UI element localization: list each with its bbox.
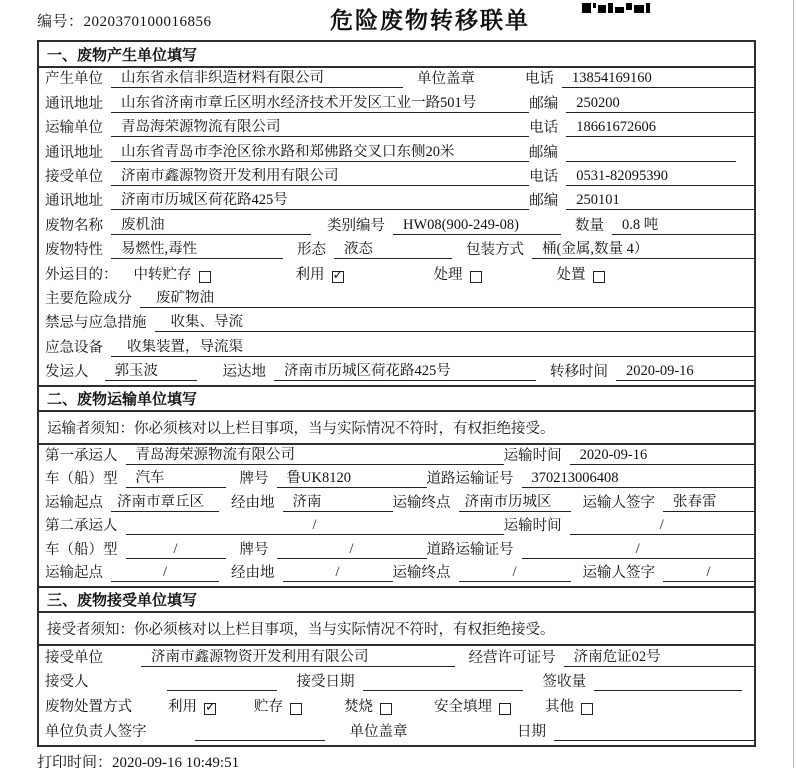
first-carrier-label: 第一承运人 [45, 447, 118, 464]
responsible-sign-value [195, 724, 325, 741]
transporter-notice: 运输者须知：你必须核对以上栏目事项，当与实际情况不符时，有权拒绝接受。 [39, 412, 754, 445]
equipment-label: 应急设备 [45, 339, 103, 356]
producer-address-label: 通讯地址 [45, 95, 103, 112]
print-time-value: 2020-09-16 10:49:51 [112, 755, 240, 768]
category-value: HW08(900-249-08) [393, 217, 561, 235]
section3-header: 三、废物接受单位填写 [39, 586, 754, 613]
row-receive-person [39, 671, 754, 696]
row-emergency-measures [39, 312, 754, 336]
disposal-option-other: 其他 [545, 699, 593, 716]
transport-time1-label: 运输时间 [503, 447, 562, 464]
checkbox-utilize-icon [332, 271, 344, 283]
transporter-address-label: 通讯地址 [45, 144, 103, 161]
row-waste-name [39, 214, 754, 238]
unit-seal-label: 单位盖章 [417, 71, 475, 88]
quantity-value: 0.8 吨 [612, 217, 754, 235]
second-carrier-value: / [126, 517, 504, 535]
waste-name-value: 废机油 [111, 217, 311, 235]
via2-label: 经由地 [231, 565, 275, 582]
row-emergency-equipment [39, 336, 754, 360]
origin2-label: 运输起点 [45, 565, 103, 582]
producer-address-value: 山东省济南市章丘区明水经济技术开发区工业一路501号 [111, 95, 529, 113]
waste-name-label: 废物名称 [45, 217, 103, 234]
checkbox-disposal-incinerate-icon [380, 703, 392, 715]
packing-value: 桶(金属,数量 4） [532, 241, 754, 259]
measures-value: 收集、导流 [155, 314, 755, 332]
serial-number [37, 10, 212, 31]
row-producer [39, 68, 754, 92]
section-producer [39, 42, 754, 385]
checkbox-transfer-storage-icon [199, 271, 211, 283]
plate1-label: 牌号 [239, 471, 269, 488]
row-first-carrier [39, 445, 754, 469]
via1-value: 济南 [283, 494, 393, 512]
section-receiver [39, 586, 754, 745]
quantity-label: 数量 [575, 217, 604, 234]
row-vehicle-1 [39, 469, 754, 493]
form-label: 形态 [297, 242, 326, 259]
purpose-option-utilize: 利用 ✓ [296, 267, 344, 284]
via1-label: 经由地 [231, 494, 275, 511]
receiver-phone-value: 0531-82095390 [566, 168, 754, 186]
via2-value: / [283, 564, 393, 582]
page-title: 危险废物转移联单 [330, 7, 530, 33]
producer-phone-label: 电话 [525, 71, 554, 88]
transport-time2-label: 运输时间 [503, 518, 562, 535]
vehicle1-type-value: 汽车 [126, 470, 226, 488]
section2-header: 二、废物运输单位填写 [39, 385, 754, 412]
row-shipper [39, 361, 754, 385]
row-producer-address [39, 92, 754, 116]
shipper-value: 郭玉波 [105, 363, 197, 381]
row-vehicle-2 [39, 539, 754, 563]
serial-value: 2020370100016856 [83, 14, 212, 30]
transfer-form [37, 40, 756, 747]
purpose-option-treat: 处理 [434, 267, 482, 284]
business-permit-label: 经营许可证号 [468, 649, 556, 666]
receive-unit-value: 济南市鑫源物资开发利用有限公司 [141, 649, 455, 667]
plate2-label: 牌号 [239, 541, 269, 558]
serial-label: 编号： [37, 14, 84, 30]
checkbox-disposal-storage-icon [290, 703, 302, 715]
receiver-value: 济南市鑫源物资开发利用有限公司 [111, 168, 529, 186]
section-transporter [39, 385, 754, 586]
sign1-label: 运输人签字 [582, 494, 655, 511]
row-transporter [39, 117, 754, 141]
signed-amount-label: 签收量 [542, 674, 586, 691]
character-label: 废物特性 [45, 242, 103, 259]
sign-date-value [554, 724, 754, 741]
responsible-sign-label: 单位负责人签字 [45, 723, 147, 740]
transport-time2-value: / [570, 517, 754, 535]
receiver-zip-value: 250101 [566, 192, 754, 210]
origin1-value: 济南市章丘区 [111, 494, 219, 512]
transporter-address-value: 山东省青岛市李沧区徐水路和郑佛路交叉口东侧20米 [111, 144, 529, 162]
destination-value: 济南市历城区荷花路425号 [274, 363, 536, 381]
row-main-hazard [39, 288, 754, 312]
row-receiver-address [39, 190, 754, 214]
origin2-value: / [111, 564, 219, 582]
transport-time1-value: 2020-09-16 [570, 447, 754, 465]
road-permit2-label: 道路运输证号 [426, 541, 514, 558]
packing-label: 包装方式 [466, 242, 524, 259]
row-route-2 [39, 563, 754, 587]
transfer-time-label: 转移时间 [550, 364, 608, 381]
row-transporter-address [39, 141, 754, 165]
checkbox-disposal-landfill-icon [499, 703, 511, 715]
receiver-label: 接受单位 [45, 168, 103, 185]
character-value: 易燃性,毒性 [111, 241, 283, 259]
transporter-zip-label: 邮编 [528, 144, 558, 161]
receiver-address-label: 通讯地址 [45, 193, 103, 210]
sign-date-label: 日期 [517, 723, 546, 740]
receiver-notice: 接受者须知：你必须核对以上栏目事项，当与实际情况不符时，有权拒绝接受。 [39, 613, 754, 646]
road-permit1-value: 370213006408 [522, 470, 755, 488]
vehicle1-type-label: 车（船）型 [45, 471, 118, 488]
hazard-label: 主要危险成分 [45, 290, 132, 307]
checkbox-disposal-utilize-icon [204, 703, 216, 715]
purpose-label: 外运目的： [45, 266, 118, 283]
receive-date-value [363, 674, 523, 691]
terminus2-label: 运输终点 [392, 565, 451, 582]
equipment-value: 收集装置，导流渠 [111, 339, 754, 357]
checkbox-dispose-icon [593, 271, 605, 283]
sign1-value: 张春雷 [663, 494, 754, 512]
row-waste-character [39, 239, 754, 263]
sign2-label: 运输人签字 [582, 565, 655, 582]
producer-zip-label: 邮编 [529, 95, 559, 112]
terminus1-label: 运输终点 [392, 494, 451, 511]
signed-amount-value [594, 674, 742, 691]
transporter-value: 青岛海荣源物流有限公司 [111, 119, 529, 137]
transporter-label: 运输单位 [45, 120, 103, 137]
disposal-option-utilize: 利用 ✓ [168, 699, 216, 716]
producer-label: 产生单位 [45, 71, 103, 88]
unit-seal2-label: 单位盖章 [349, 723, 408, 740]
disposal-option-landfill: 安全填埋 [434, 699, 511, 716]
row-route-1 [39, 492, 754, 516]
producer-zip-value: 250200 [566, 95, 754, 113]
transporter-phone-label: 电话 [529, 120, 559, 137]
disposal-option-incinerate: 焚烧 [344, 699, 392, 716]
terminus1-value: 济南市历城区 [459, 494, 571, 512]
transfer-time-value: 2020-09-16 [616, 363, 754, 381]
row-second-carrier [39, 516, 754, 540]
purpose-option-dispose: 处置 [557, 267, 605, 284]
receiver-address-value: 济南市历城区荷花路425号 [111, 192, 529, 210]
first-carrier-value: 青岛海荣源物流有限公司 [126, 447, 504, 465]
category-label: 类别编号 [327, 217, 385, 234]
business-permit-value: 济南危证02号 [564, 649, 754, 667]
transporter-phone-value: 18661672606 [566, 119, 754, 137]
second-carrier-label: 第二承运人 [45, 518, 118, 535]
shipper-label: 发运人 [45, 364, 89, 381]
print-time [37, 751, 239, 768]
receive-person-value [167, 674, 277, 691]
producer-phone-value: 13854169160 [562, 70, 754, 88]
terminus2-value: / [459, 564, 571, 582]
plate2-value: / [277, 541, 427, 559]
measures-label: 禁忌与应急措施 [45, 315, 147, 332]
disposal-option-storage: 贮存 [254, 699, 302, 716]
producer-value: 山东省永信非织造材料有限公司 [111, 70, 403, 88]
receive-person-label: 接受人 [45, 674, 89, 691]
print-time-label: 打印时间： [37, 755, 113, 768]
section1-header: 一、废物产生单位填写 [39, 42, 754, 68]
disposal-method-label: 废物处置方式 [45, 699, 132, 716]
sign2-value: / [663, 564, 754, 582]
checkbox-disposal-other-icon [581, 703, 593, 715]
purpose-option-transfer-storage: 中转贮存 [134, 267, 211, 284]
destination-label: 运达地 [222, 364, 266, 381]
plate1-value: 鲁UK8120 [277, 470, 427, 488]
road-permit2-value: / [522, 541, 755, 559]
origin1-label: 运输起点 [45, 494, 103, 511]
form-value: 液态 [334, 241, 452, 259]
transporter-zip-value [566, 145, 736, 162]
row-disposal-method [39, 695, 754, 720]
hazard-value: 废矿物油 [140, 290, 754, 308]
row-receive-unit [39, 646, 754, 671]
row-receiver [39, 166, 754, 190]
row-transport-purpose [39, 263, 754, 287]
vehicle2-type-value: / [126, 541, 226, 559]
page-edge-line [793, 0, 794, 768]
receiver-phone-label: 电话 [529, 168, 559, 185]
qr-code-fragment [582, 0, 650, 10]
checkbox-treat-icon [470, 271, 482, 283]
road-permit1-label: 道路运输证号 [426, 471, 514, 488]
receiver-zip-label: 邮编 [529, 193, 559, 210]
row-responsible-sign [39, 720, 754, 745]
receive-date-label: 接受日期 [296, 674, 355, 691]
vehicle2-type-label: 车（船）型 [45, 541, 118, 558]
receive-unit-label: 接受单位 [45, 649, 103, 666]
